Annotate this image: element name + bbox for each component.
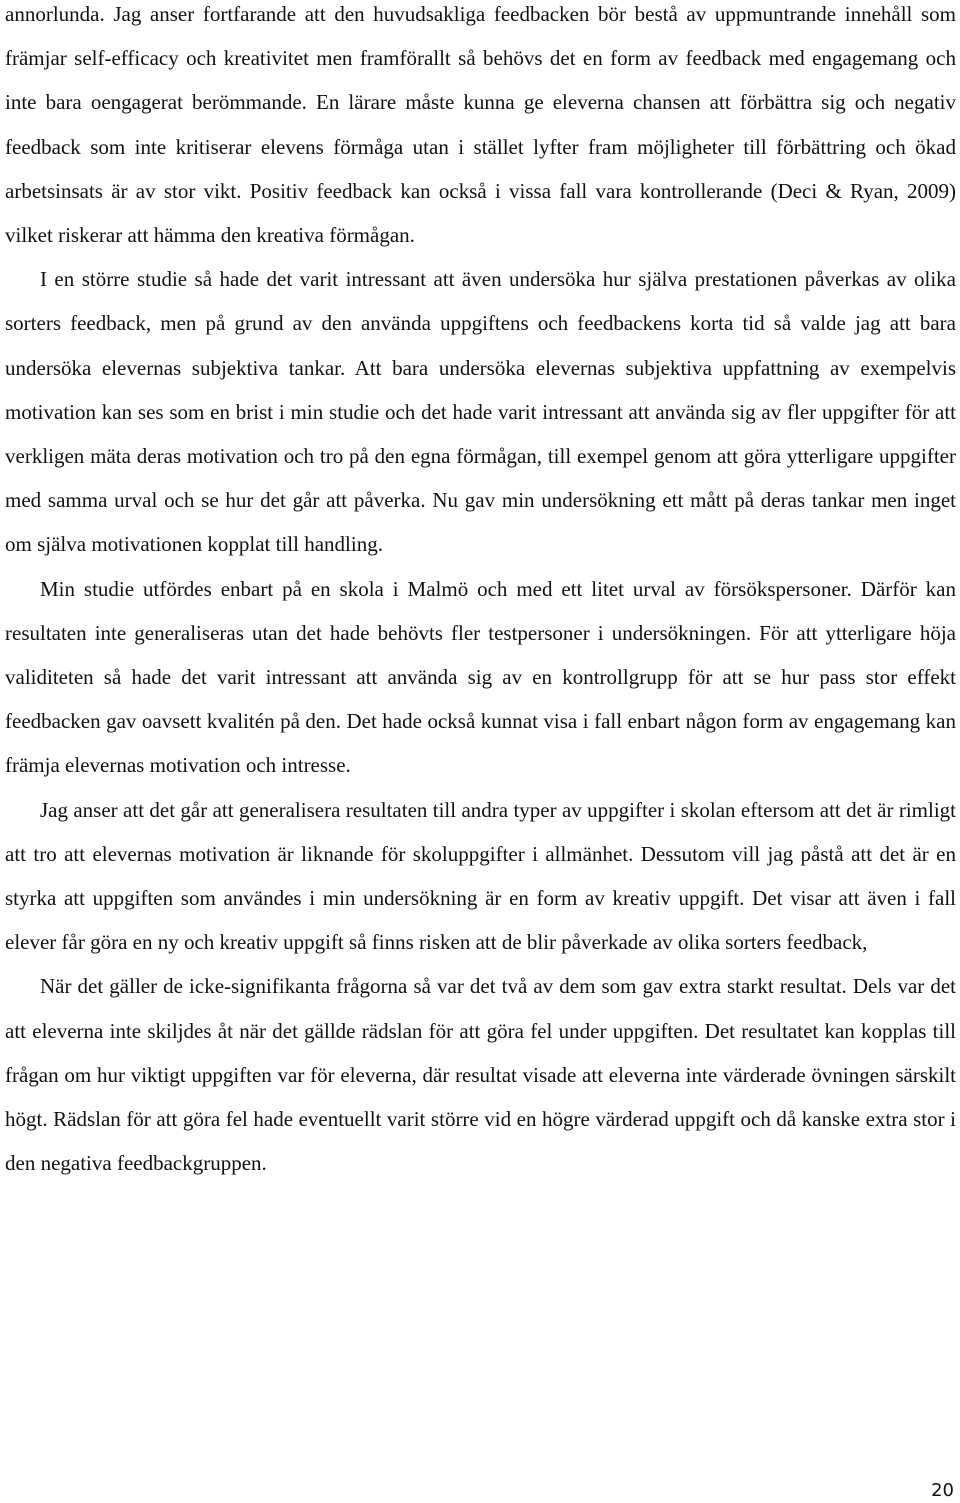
paragraph-4: Jag anser att det går att generalisera resultaten till andra typer av uppgifter i skolan eftersom att det är rimligt att tro att elevernas motivation är liknande för skoluppgifter i allmänhet. Dessutom vill jag påstå att det är en styrka att uppgiften som användes i min undersökning är en form av kreativ uppgift. Det visar att även i fall elever får göra en ny och kreativ uppgift så finns risken att de blir påverkade av olika sorters feedback, xyxy=(5,797,956,955)
paragraph-3: Min studie utfördes enbart på en skola i Malmö och med ett litet urval av försökspersoner. Därför kan resultaten inte generaliseras utan det hade behövts fler testpersoner i undersökningen. För att ytterligare höja validiteten så hade det varit intressant att använda sig av en kontrollgrupp för att se hur pass stor effekt feedbacken gav oavsett kvalitén på den. Det hade också kunnat visa i fall enbart någon form av engagemang kan främja elevernas motivation och intresse. xyxy=(5,576,956,778)
paragraph-1: annorlunda. Jag anser fortfarande att den huvudsakliga feedbacken bör bestå av uppmuntrande innehåll som främjar self-efficacy och kreativitet men framförallt så behövs det en form av feedback med engagemang och inte bara oengagerat berömmande. En lärare måste kunna ge eleverna chansen att förbättra sig och negativ feedback som inte kritiserar elevens förmåga utan i stället lyfter fram möjligheter till förbättring och ökad arbetsinsats är av stor vikt. Positiv feedback kan också i vissa fall vara kontrollerande (Deci & Ryan, 2009) vilket riskerar att hämma den kreativa förmågan. xyxy=(5,2,956,248)
paragraph-5: När det gäller de icke-signifikanta frågorna så var det två av dem som gav extra starkt resultat. Dels var det att eleverna inte skiljdes åt när det gällde rädslan för att göra fel under uppgiften. Det resultatet kan kopplas till frågan om hur viktigt uppgiften var för eleverna, där resultat visade att eleverna inte värderade övningen särskilt högt. Rädslan för att göra fel hade eventuellt varit större vid en högre värderad uppgift och då kanske extra stor i den negativa feedbackgruppen. xyxy=(5,974,956,1176)
document-page xyxy=(5,0,956,1185)
paragraph-2: I en större studie så hade det varit intressant att även undersöka hur själva prestationen påverkas av olika sorters feedback, men på grund av den använda uppgiftens och feedbackens korta tid så valde jag att bara undersöka elevernas subjektiva tankar. Att bara undersöka elevernas subjektiva uppfattning av exempelvis motivation kan ses som en brist i min studie och det hade varit intressant att använda sig av fler uppgifter för att verkligen mäta deras motivation och tro på den egna förmågan, till exempel genom att göra ytterligare uppgifter med samma urval och se hur det går att påverka. Nu gav min undersökning ett mått på deras tankar men inget om själva motivationen kopplat till handling. xyxy=(5,267,956,557)
page-number: 20 xyxy=(931,1480,954,1501)
